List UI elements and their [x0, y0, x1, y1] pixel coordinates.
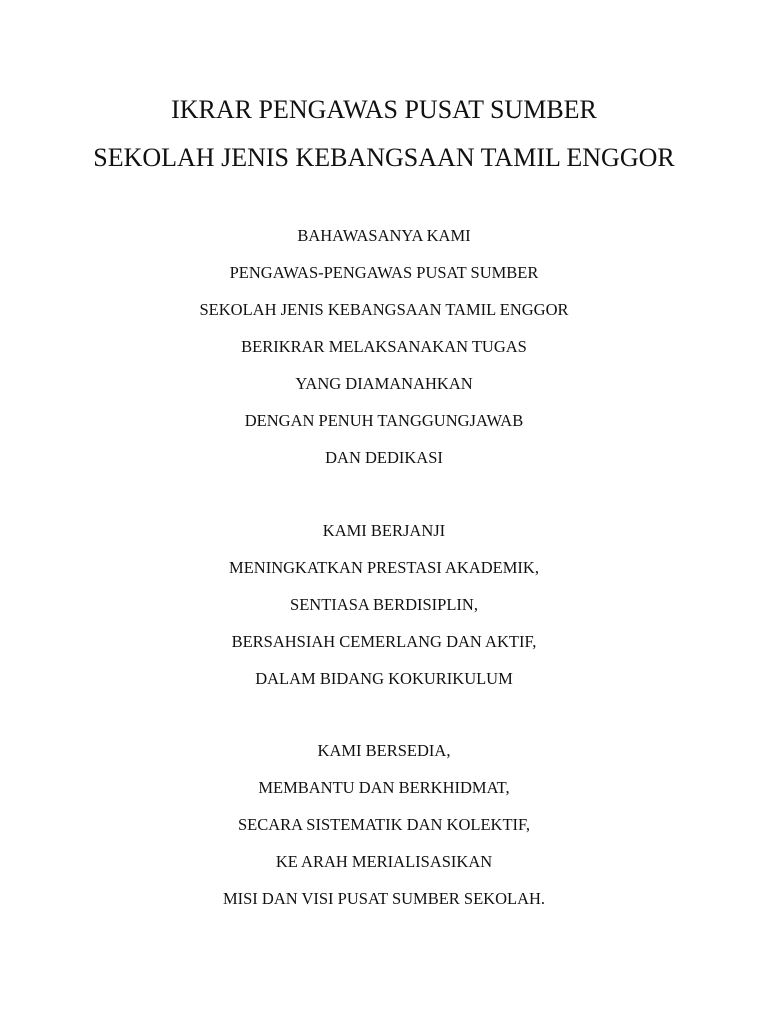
pledge-stanza-3 [0, 732, 768, 917]
stanza-2-line-3: SENTIASA BERDISIPLIN, [290, 595, 478, 614]
stanza-1-line-1: BAHAWASANYA KAMI [297, 226, 471, 245]
stanza-1-line-3: SEKOLAH JENIS KEBANGSAAN TAMIL ENGGOR [199, 300, 569, 319]
stanza-3-line-1: KAMI BERSEDIA, [317, 741, 451, 760]
stanza-2-line-1: KAMI BERJANJI [322, 521, 446, 540]
stanza-1-line-7: DAN DEDIKASI [325, 448, 443, 467]
stanza-1-line-5: YANG DIAMANAHKAN [295, 374, 473, 393]
pledge-stanza-1 [0, 217, 768, 476]
pledge-stanza-2 [0, 512, 768, 697]
stanza-2-line-5: DALAM BIDANG KOKURIKULUM [255, 669, 513, 688]
stanza-1-line-2: PENGAWAS-PENGAWAS PUSAT SUMBER [229, 263, 539, 282]
stanza-2-line-2: MENINGKATKAN PRESTASI AKADEMIK, [229, 558, 539, 577]
stanza-2-line-4: BERSAHSIAH CEMERLANG DAN AKTIF, [231, 632, 537, 651]
document-title [0, 86, 768, 182]
stanza-3-line-4: KE ARAH MERIALISASIKAN [275, 852, 493, 871]
title-line-1: IKRAR PENGAWAS PUSAT SUMBER [171, 95, 597, 124]
stanza-3-line-5: MISI DAN VISI PUSAT SUMBER SEKOLAH. [222, 889, 546, 908]
title-line-2: SEKOLAH JENIS KEBANGSAAN TAMIL ENGGOR [93, 143, 675, 172]
stanza-3-line-3: SECARA SISTEMATIK DAN KOLEKTIF, [237, 815, 531, 834]
stanza-3-line-2: MEMBANTU DAN BERKHIDMAT, [258, 778, 510, 797]
stanza-1-line-4: BERIKRAR MELAKSANAKAN TUGAS [241, 337, 527, 356]
stanza-1-line-6: DENGAN PENUH TANGGUNGJAWAB [244, 411, 524, 430]
